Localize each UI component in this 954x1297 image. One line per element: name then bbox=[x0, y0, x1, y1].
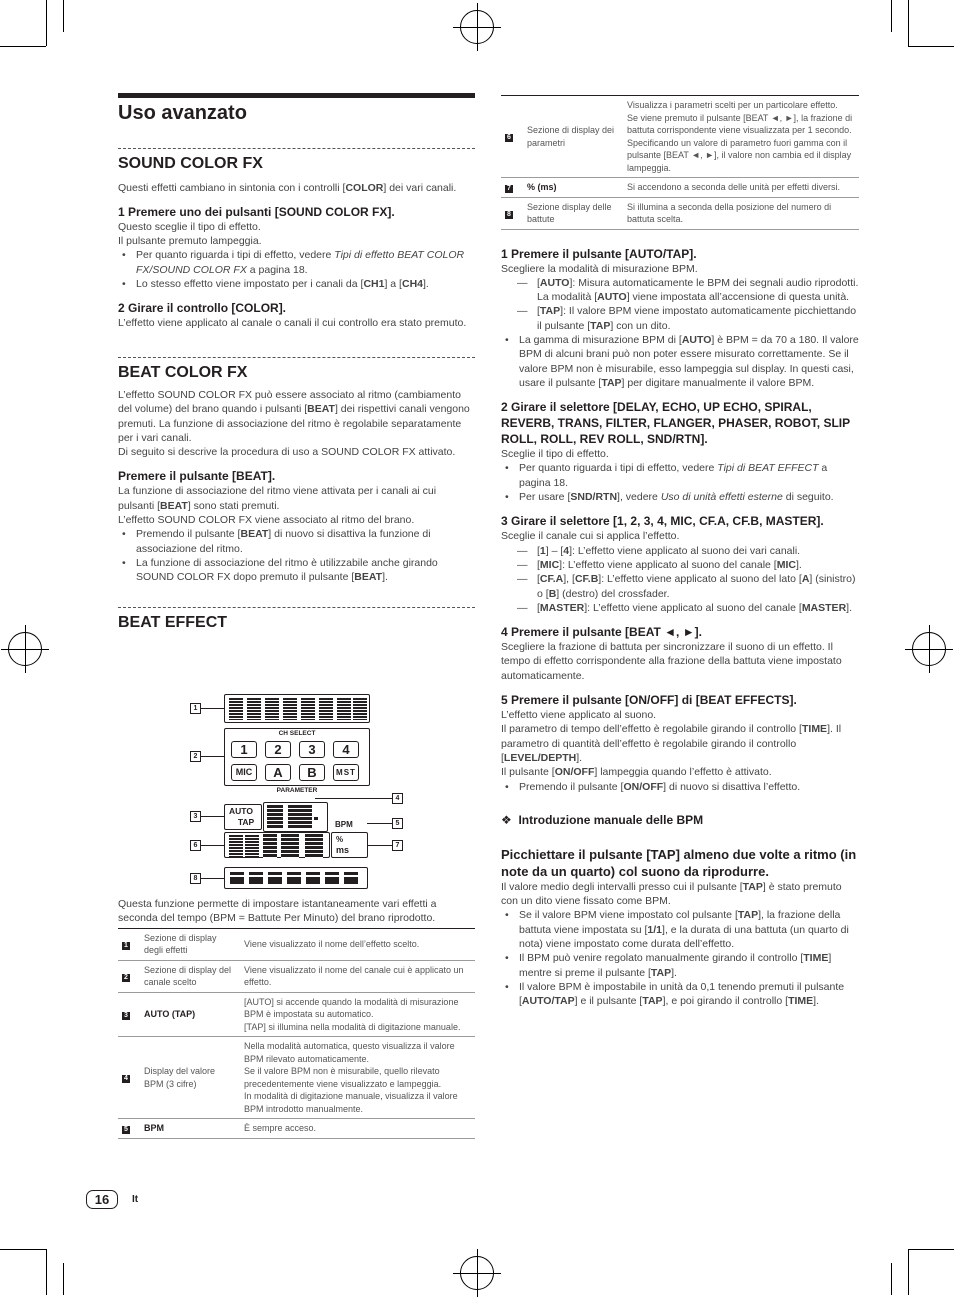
mic-indicator: MIC bbox=[231, 764, 257, 781]
unit-display: % ms bbox=[331, 832, 368, 858]
section-heading-sound-color-fx: SOUND COLOR FX bbox=[118, 155, 263, 173]
step-heading: 4 Premere il pulsante [BEAT ◄, ►]. bbox=[501, 625, 702, 640]
callout-7: 7 bbox=[392, 840, 403, 851]
table-row: 7 % (ms) Si accendono a seconda delle unità per effetti diversi. bbox=[501, 178, 859, 198]
section-heading-beat-effect: BEAT EFFECT bbox=[118, 613, 228, 631]
bullet: • La funzione di associazione del ritmo è utilizzabile anche girando SOUND COLOR FX dopo premuto il pulsante [BEAT]. bbox=[118, 556, 475, 585]
crop-mark bbox=[0, 46, 46, 47]
section-rule bbox=[118, 148, 475, 149]
callout-6: 6 bbox=[190, 840, 201, 851]
table-row: 8 Sezione display delle battute Si illumina a seconda della posizione del numero di battuta scelta. bbox=[501, 197, 859, 229]
table-row: 1 Sezione di display degli effetti Viene visualizzato il nome dell’effetto scelto. bbox=[118, 928, 475, 960]
crop-mark bbox=[908, 0, 909, 46]
sub-heading: ❖ Introduzione manuale delle BPM bbox=[501, 812, 704, 827]
bpm-value-display bbox=[263, 802, 328, 832]
tap-heading: Picchiettare il pulsante [TAP] almeno due volte a ritmo (in note da un quarto) col suono da riprodurre. bbox=[501, 846, 857, 879]
step-heading: 1 Premere il pulsante [AUTO/TAP]. bbox=[501, 246, 697, 261]
page-title: Uso avanzato bbox=[118, 102, 247, 124]
callout-2: 2 bbox=[190, 751, 201, 762]
ch-4-indicator: 4 bbox=[333, 741, 359, 758]
callout-8: 8 bbox=[190, 873, 201, 884]
sub-heading: Premere il pulsante [BEAT]. bbox=[118, 469, 276, 484]
beat-effect-display-diagram bbox=[185, 690, 415, 892]
text: L’effetto viene applicato al canale o canali il cui controllo era stato premuto. bbox=[118, 317, 467, 330]
language-code: It bbox=[132, 1194, 139, 1205]
text: Sceglie il canale cui si applica l’effetto. bbox=[501, 530, 680, 543]
crop-mark bbox=[46, 1249, 47, 1295]
cf-b-indicator: B bbox=[299, 764, 325, 781]
crop-mark bbox=[908, 1249, 909, 1295]
callout-4: 4 bbox=[392, 793, 403, 804]
text: Il valore medio degli intervalli presso cui il pulsante [TAP] è stato premuto con un dito viene fissato come BPM. bbox=[501, 880, 842, 908]
bullet: • Premendo il pulsante [ON/OFF] di nuovo si disattiva l’effetto. bbox=[501, 780, 859, 794]
text: L’effetto SOUND COLOR FX viene associato al ritmo del brano. bbox=[118, 514, 415, 527]
section-rule bbox=[118, 357, 475, 358]
text: Di seguito si descrive la procedura di uso a SOUND COLOR FX attivato. bbox=[118, 446, 456, 459]
ch-select-label: CH SELECT bbox=[278, 730, 316, 737]
auto-tap-indicator: AUTO TAP bbox=[224, 804, 262, 830]
text: L’effetto viene applicato al suono. bbox=[501, 709, 657, 722]
text: Questo sceglie il tipo di effetto. bbox=[118, 220, 261, 233]
bullet: • Lo stesso effetto viene impostato per i canali da [CH1] a [CH4]. bbox=[118, 277, 475, 291]
text: Il pulsante [ON/OFF] lampeggia quando l’effetto è attivato. bbox=[501, 766, 772, 779]
bullet: • La gamma di misurazione BPM di [AUTO] è BPM = da 70 a 180. Il valore BPM di alcuni brani può non poter essere misurato correttamente. Se il valore BPM non è misurabile, esso lampeggia sul display. In questi casi, usare il pulsante [TAP] per digitare manualmente il valore BPM. bbox=[501, 333, 859, 390]
callout-5: 5 bbox=[392, 818, 403, 829]
text: Sceglie il tipo di effetto. bbox=[501, 448, 609, 461]
crop-mark bbox=[908, 1249, 954, 1250]
bullet: • Il valore BPM è impostabile in unità da 0,1 tenendo premuti il pulsante [AUTO/TAP] e il pulsante [TAP], e poi girando il controllo [TIME]. bbox=[501, 980, 859, 1009]
callout-3: 3 bbox=[190, 811, 201, 822]
crop-mark bbox=[908, 46, 954, 47]
effect-name-display bbox=[224, 694, 370, 723]
text: Il pulsante premuto lampeggia. bbox=[118, 235, 262, 248]
crop-mark bbox=[46, 0, 47, 46]
right-column bbox=[501, 95, 859, 1008]
bullet: • Per usare [SND/RTN], vedere Uso di unità effetti esterne di seguito. bbox=[501, 490, 859, 504]
master-indicator: MST bbox=[333, 764, 359, 781]
table-row: 6 Sezione di display dei parametri Visualizza i parametri scelti per un particolare effetto. Se viene premuto il pulsante [BEAT ◄, ►], la frazione di battuta corrispondente viene visualizzata per 1 secondo. Specificando un valore di parametro fuori gamma con il pulsante [BEAT ◄, ►], il valore non cambia ed il display lampeggia. bbox=[501, 96, 859, 178]
table-row: 2 Sezione di display del canale scelto Viene visualizzato il nome del canale cui è applicato un effetto. bbox=[118, 960, 475, 992]
dash-item: — [TAP]: Il valore BPM viene impostato automaticamente picchiettando il pulsante [TAP] con un dito. bbox=[501, 304, 859, 333]
display-legend-table bbox=[118, 928, 475, 1139]
table-row: 4 Display del valore BPM (3 cifre) Nella modalità automatica, questo visualizza il valore BPM rilevato automaticamente. Se il valore BPM non è misurabile, quello rilevato precedentemente viene visualizzato e lampeggia. In modalità di digitazione manuale, visualizza il valore BPM introdotto manualmente. bbox=[118, 1037, 475, 1119]
bullet: • Se il valore BPM viene impostato col pulsante [TAP], la frazione della battuta viene impostata su [1/1], e la durata di una battuta (un quarto di nota) viene impostato come durata dell’effetto. bbox=[501, 908, 859, 951]
title-rule bbox=[118, 93, 475, 98]
parameter-label: PARAMETER bbox=[276, 787, 318, 794]
registration-mark bbox=[8, 632, 42, 666]
step-heading: 1 Premere uno dei pulsanti [SOUND COLOR FX]. bbox=[118, 204, 395, 219]
channel-select-display bbox=[224, 728, 370, 786]
bullet: • Il BPM può venire regolato manualmente girando il controllo [TIME] mentre si preme il pulsante [TAP]. bbox=[501, 951, 859, 980]
dash-item: — [1] – [4]: L’effetto viene applicato al suono dei vari canali. bbox=[501, 544, 859, 558]
step-heading: 2 Girare il controllo [COLOR]. bbox=[118, 301, 287, 316]
registration-mark bbox=[460, 1256, 494, 1290]
diamond-icon: ❖ bbox=[501, 812, 512, 827]
registration-mark bbox=[912, 632, 946, 666]
text: La funzione di associazione del ritmo viene attivata per i canali ai cui pulsanti [BEAT] sono stati premuti. bbox=[118, 485, 437, 512]
crop-mark bbox=[63, 1263, 64, 1295]
step-heading: 3 Girare il selettore [1, 2, 3, 4, MIC, CF.A, CF.B, MASTER]. bbox=[501, 514, 824, 529]
dash-item: — [MIC]: L’effetto viene applicato al suono del canale [MIC]. bbox=[501, 558, 859, 572]
text: Scegliere la frazione di battuta per sincronizzare il suono di un effetto. Il tempo di effetto corrispondente alla frazione della battuta viene impostato automaticamente. bbox=[501, 641, 842, 682]
left-column bbox=[118, 93, 475, 630]
registration-mark bbox=[460, 10, 494, 44]
ch-2-indicator: 2 bbox=[265, 741, 291, 758]
section-heading-beat-color-fx: BEAT COLOR FX bbox=[118, 363, 248, 381]
beat-effect-description: Questa funzione permette di impostare istantaneamente vari effetti a seconda del tempo (BPM = Battute Per Minuto) del brano riprodotto. bbox=[118, 898, 437, 925]
bullet: • Per quanto riguarda i tipi di effetto, vedere Tipi di effetto BEAT COLOR FX/SOUND COLOR FX a pagina 18. bbox=[118, 248, 475, 277]
sound-intro: Questi effetti cambiano in sintonia con i controlli [COLOR] dei vari canali. bbox=[118, 181, 457, 194]
dash-item: — [MASTER]: L’effetto viene applicato al suono del canale [MASTER]. bbox=[501, 601, 859, 615]
table-row: 3 AUTO (TAP) [AUTO] si accende quando la modalità di misurazione BPM è impostata su automatico. [TAP] si illumina nella modalità di digitazione manuale. bbox=[118, 992, 475, 1037]
step-heading: 5 Premere il pulsante [ON/OFF] di [BEAT EFFECTS]. bbox=[501, 693, 797, 708]
dash-item: — [AUTO]: Misura automaticamente le BPM dei segnali audio riprodotti. La modalità [AUTO] viene impostata all’accensione di questa unità. bbox=[501, 276, 859, 305]
crop-mark bbox=[891, 1263, 892, 1295]
text: Scegliere la modalità di misurazione BPM. bbox=[501, 262, 698, 275]
page-number: 16 bbox=[86, 1190, 118, 1209]
crop-mark bbox=[891, 0, 892, 32]
ch-1-indicator: 1 bbox=[231, 741, 257, 758]
beat-display bbox=[224, 867, 368, 889]
bullet: • Per quanto riguarda i tipi di effetto, vedere Tipi di BEAT EFFECT a pagina 18. bbox=[501, 461, 859, 490]
bullet: • Premendo il pulsante [BEAT] di nuovo si disattiva la funzione di associazione del ritmo. bbox=[118, 527, 475, 556]
section-rule bbox=[118, 607, 475, 608]
cf-a-indicator: A bbox=[265, 764, 291, 781]
text: Il parametro di tempo dell’effetto è regolabile girando il controllo [TIME]. Il parametro di quantità dell’effetto è regolabile girando il controllo [LEVEL/DEPTH]. bbox=[501, 723, 842, 764]
dash-item: — [CF.A], [CF.B]: L’effetto viene applicato al suono del lato [A] (sinistro) o [B] (destro) del crossfader. bbox=[501, 572, 859, 601]
crop-mark bbox=[63, 0, 64, 32]
callout-1: 1 bbox=[190, 703, 201, 714]
step-heading: 2 Girare il selettore [DELAY, ECHO, UP ECHO, SPIRAL, REVERB, TRANS, FILTER, FLANGER, PHASER, ROBOT, SLIP ROLL, ROLL, REV ROLL, SND/RTN]. bbox=[501, 400, 850, 447]
text: L’effetto SOUND COLOR FX può essere associato al ritmo (cambiamento del volume) del brano quando i pulsanti [BEAT] dei rispettivi canali vengono premuti. La funzione di associazione del ritmo è regolabile separatamente per i vari canali. bbox=[118, 388, 470, 444]
crop-mark bbox=[0, 1249, 46, 1250]
left-column-lower bbox=[118, 897, 475, 1139]
bpm-label: BPM bbox=[335, 820, 353, 829]
table-row: 5 BPM È sempre acceso. bbox=[118, 1119, 475, 1139]
parameter-display bbox=[224, 832, 330, 858]
ch-3-indicator: 3 bbox=[299, 741, 325, 758]
display-legend-table-continued bbox=[501, 95, 859, 230]
